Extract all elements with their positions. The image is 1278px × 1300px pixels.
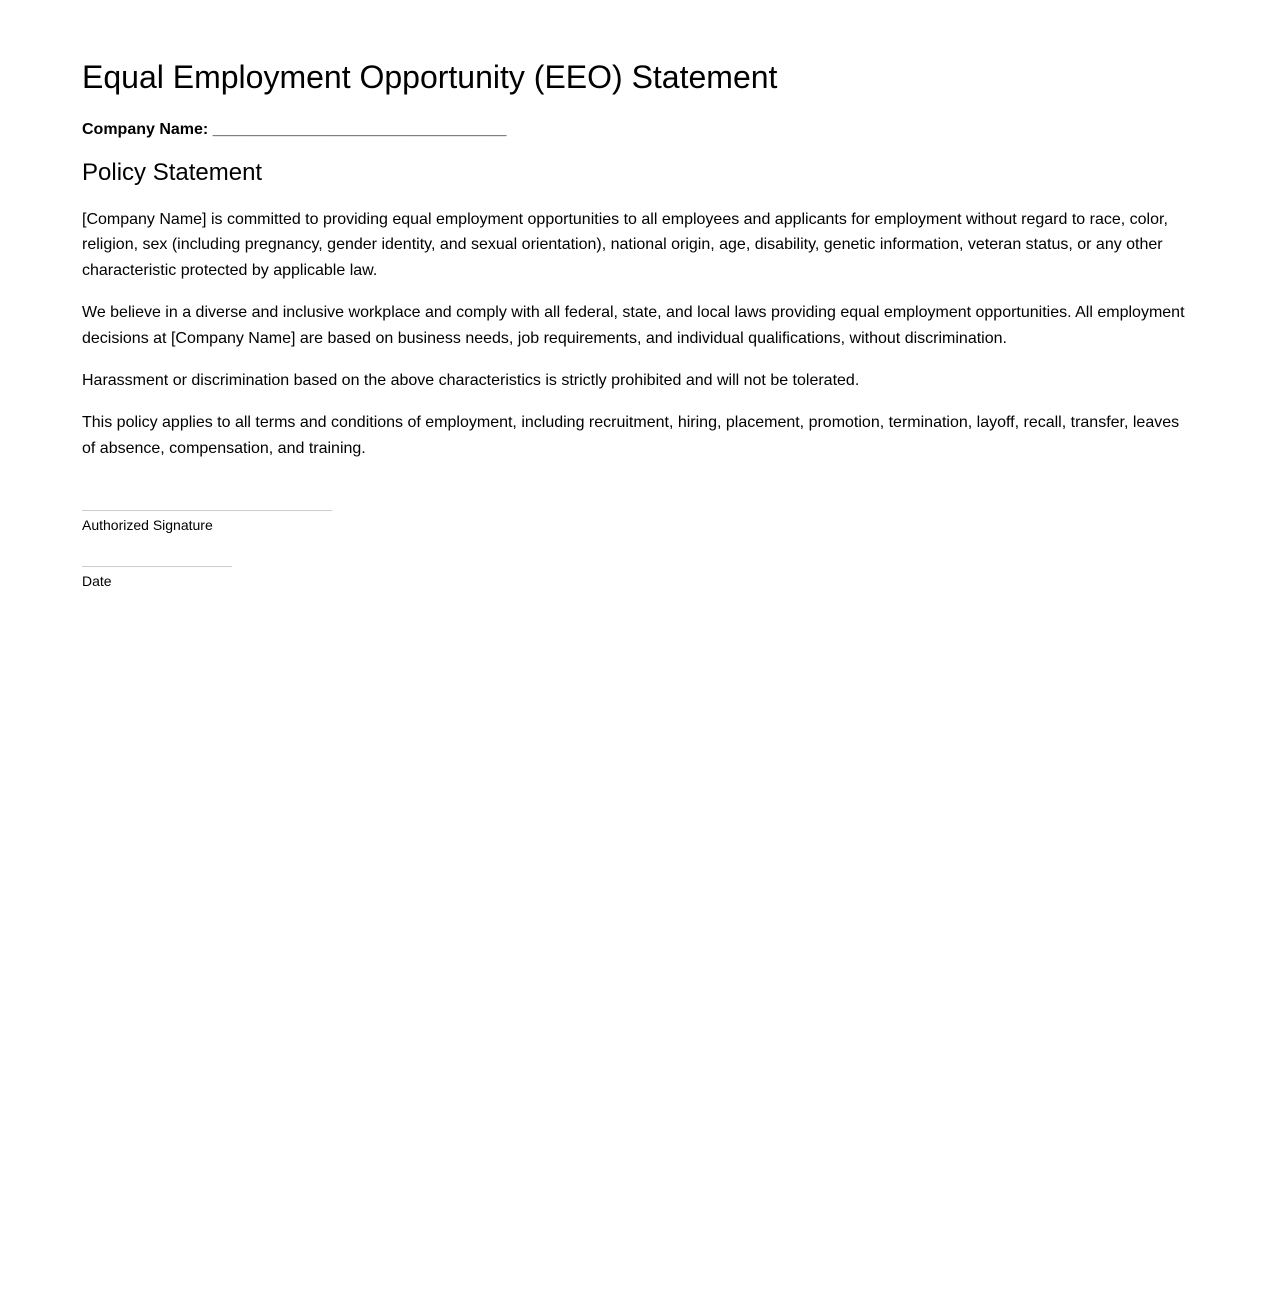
date-label: Date xyxy=(82,573,112,589)
policy-paragraph-1: [Company Name] is committed to providing equal employment opportunities to all employees and applicants for employment without regard to race, color, religion, sex (including pregnancy, gender identity, and sexual orientation), national origin, age, disability, genetic information, veteran status, or any other characteristic protected by applicable law. xyxy=(82,211,1168,279)
document-title: Equal Employment Opportunity (EEO) Statement xyxy=(82,59,778,95)
authorized-signature-label: Authorized Signature xyxy=(82,517,213,533)
section-heading-policy-statement: Policy Statement xyxy=(82,159,263,186)
date-block xyxy=(82,566,232,589)
date-line xyxy=(82,566,232,567)
company-name-field xyxy=(82,121,506,139)
company-name-label: Company Name: xyxy=(82,121,209,138)
policy-paragraph-4: This policy applies to all terms and conditions of employment, including recruitment, hiring, placement, promotion, termination, layoff, recall, transfer, leaves of absence, compensation, and training. xyxy=(82,414,1180,457)
authorized-signature-block xyxy=(82,510,332,533)
signature-line xyxy=(82,510,332,511)
policy-paragraph-2: We believe in a diverse and inclusive workplace and comply with all federal, state, and local laws providing equal employment opportunities. All employment decisions at [Company Name] are based on business needs, job requirements, and individual qualifications, without discrimination. xyxy=(82,304,1185,347)
company-name-blank: _________________________________ xyxy=(212,121,507,138)
policy-paragraph-3: Harassment or discrimination based on the above characteristics is strictly prohibited and will not be tolerated. xyxy=(82,372,860,390)
policy-body xyxy=(82,207,1192,478)
